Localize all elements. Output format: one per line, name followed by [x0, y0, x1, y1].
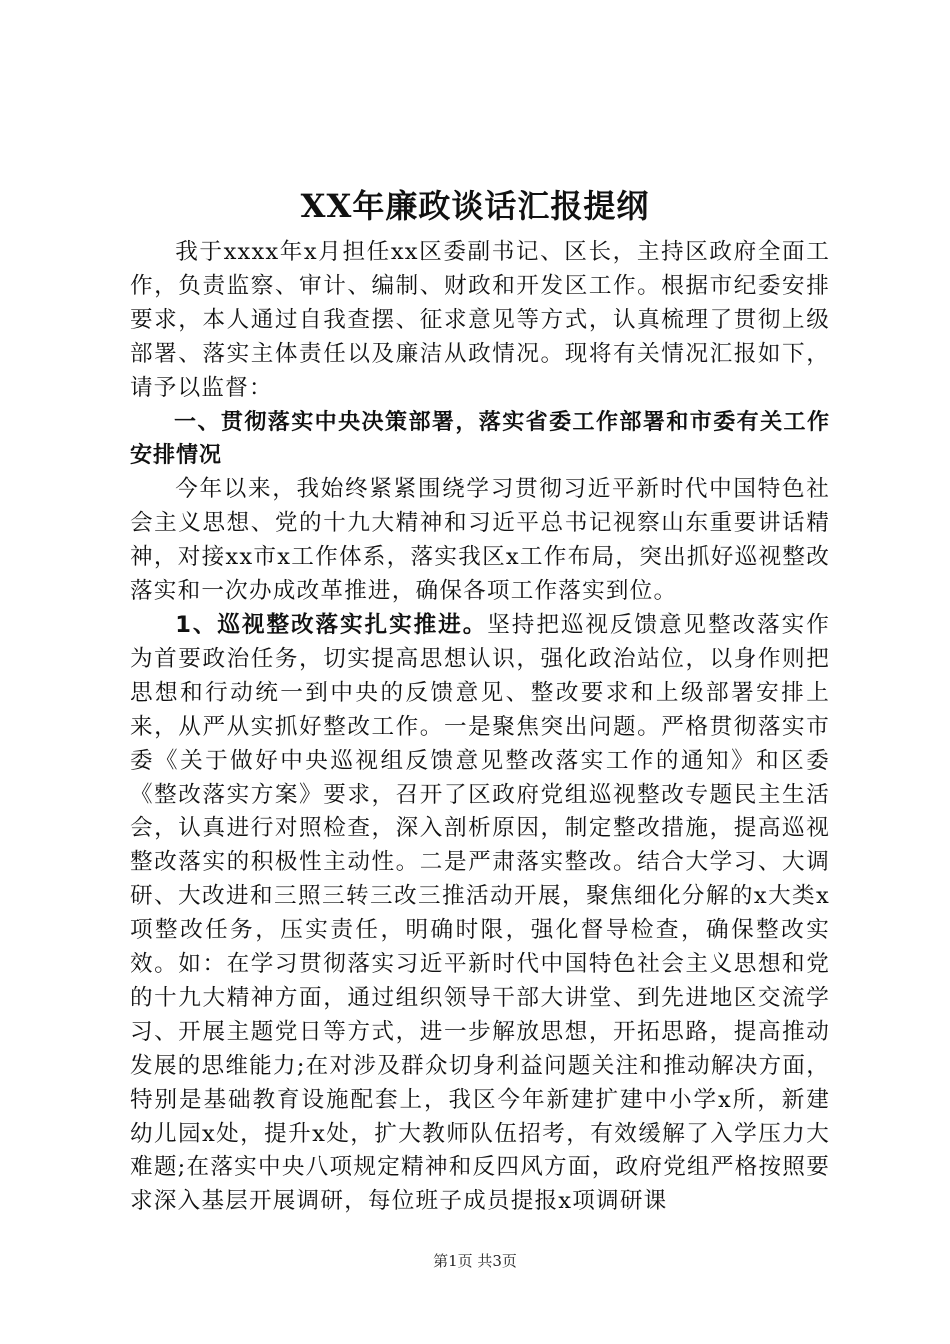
subsection-1-paragraph — [130, 609, 830, 1219]
page-number-footer: 第1页 共3页 — [433, 1252, 517, 1270]
subsection-1-body: 坚持把巡视反馈意见整改落实作为首要政治任务，切实提高思想认识，强化政治站位，以身作则把思想和行动统一到中央的反馈意见、整改要求和上级部署安排上来，从严从实抓好整改工作。一是聚焦突出问题。严格贯彻落实市委《关于做好中央巡视组反馈意见整改落实工作的通知》和区委《整改落实方案》要求，召开了区政府党组巡视整改专题民主生活会，认真进行对照检查，深入剖析原因，制定整改措施，提高巡视整改落实的积极性主动性。二是严肃落实整改。结合大学习、大调研、大改进和三照三转三改三推活动开展，聚焦细化分解的x大类x项整改任务，压实责任，明确时限，强化督导检查，确保整改实效。如：在学习贯彻落实习近平新时代中国特色社会主义思想和党的十九大精神方面，通过组织领导干部大讲堂、到先进地区交流学习、开展主题党日等方式，进一步解放思想，开拓思路，提高推动发展的思维能力;在对涉及群众切身利益问题关注和推动解决方面，特别是基础教育设施配套上，我区今年新建扩建中小学x所，新建幼儿园x处，提升x处，扩大教师队伍招考，有效缓解了入学压力大难题;在落实中央八项规定精神和反四风方面，政府党组严格按照要求深入基层开展调研，每位班子成员提报x项调研课 — [130, 611, 830, 1215]
section-1-paragraph: 今年以来，我始终紧紧围绕学习贯彻习近平新时代中国特色社会主义思想、党的十九大精神和习近平总书记视察山东重要讲话精神，对接xx市x工作体系，落实我区x工作布局，突出抓好巡视整改落实和一次办成改革推进，确保各项工作落实到位。 — [130, 476, 830, 605]
document-title: XX年廉政谈话汇报提纲 — [300, 187, 650, 225]
section-heading-1: 一、贯彻落实中央决策部署，落实省委工作部署和市委有关工作安排情况 — [130, 409, 830, 469]
subsection-1-lead: 1、巡视整改落实扎实推进。 — [175, 611, 488, 638]
document-body — [130, 236, 830, 1219]
intro-paragraph: 我于xxxx年x月担任xx区委副书记、区长，主持区政府全面工作，负责监察、审计、编制、财政和开发区工作。根据市纪委安排要求，本人通过自我查摆、征求意见等方式，认真梳理了贯彻上级部署、落实主体责任以及廉洁从政情况。现将有关情况汇报如下，请予以监督： — [130, 239, 830, 401]
